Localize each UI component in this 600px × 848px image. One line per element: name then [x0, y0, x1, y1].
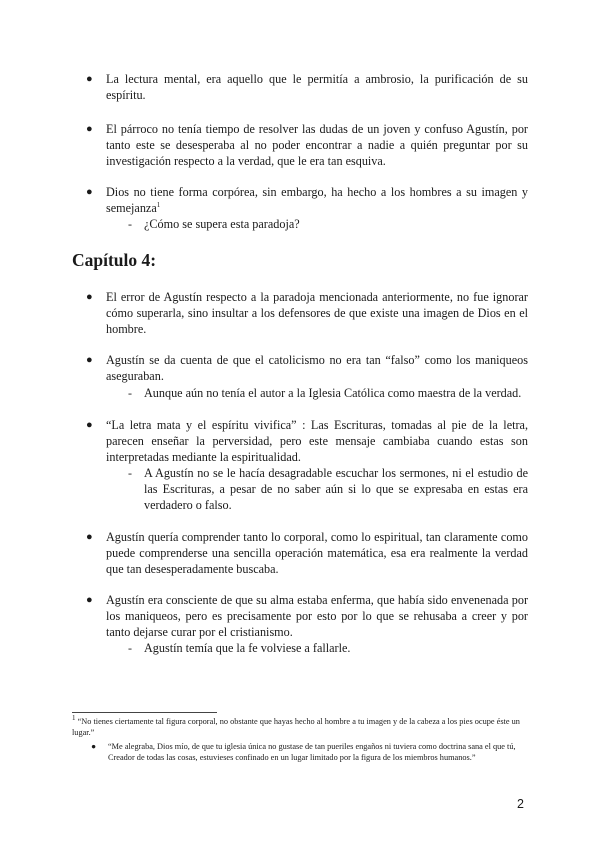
- bullet-marker: ●: [86, 73, 93, 85]
- sub-item: Aunque aún no tenía el autor a la Iglesia Católica como maestra de la verdad.: [144, 386, 522, 400]
- paragraph-bullet: [106, 184, 528, 216]
- sub-item: ¿Cómo se supera esta paradoja?: [144, 217, 300, 231]
- paragraph-text: Dios no tiene forma corpórea, sin embargo, ha hecho a los hombres a su imagen y semejanza: [106, 185, 528, 215]
- footnote-text: “No tienes ciertamente tal figura corporal, no obstante que hayas hecho al hombre a tu imagen y de la cabeza a los pies ocupe éste un lugar.”: [72, 717, 520, 737]
- bullet-marker: ●: [86, 123, 93, 135]
- paragraph-bullet: Agustín quería comprender tanto lo corporal, como lo espiritual, tan claramente como puede comprenderse una sencilla operación matemática, esa era realmente la verdad que tan desesperadamente buscaba.: [106, 530, 528, 576]
- page-number: 2: [517, 797, 524, 811]
- sub-item: Agustín temía que la fe volviese a fallarle.: [144, 641, 351, 655]
- bullet-marker: ●: [86, 419, 93, 431]
- paragraph-bullet: Agustín era consciente de que su alma estaba enferma, que había sido envenenada por los maniqueos, pero es precisamente por esto por lo que se rehusaba a creer y por tanto dejarse curar por el cristianismo.: [106, 593, 528, 639]
- footnote: [72, 716, 528, 738]
- chapter-title: Capítulo 4:: [72, 250, 157, 270]
- bullet-marker: ●: [86, 354, 93, 366]
- dash-marker: -: [128, 217, 132, 231]
- paragraph-bullet: El párroco no tenía tiempo de resolver las dudas de un joven y confuso Agustín, por tanto este se desesperaba al no poder encontrar a nadie a quién preguntar por su investigación respecto a la verdad, que le era tan esquiva.: [106, 122, 528, 168]
- footnote-separator: [72, 712, 217, 713]
- bullet-marker: ●: [86, 594, 93, 606]
- paragraph-bullet: Agustín se da cuenta de que el catolicismo no era tan “falso” como los maniqueos aseguraban.: [106, 353, 528, 383]
- footnote-bullet: “Me alegraba, Dios mío, de que tu iglesia única no gustase de tan pueriles engaños ni tuviera como doctrina sana el que tú, Creador de todas las cosas, estuvieses confinado en un lugar limitado por la figura de los miembros humanos.”: [108, 742, 516, 762]
- dash-marker: -: [128, 641, 132, 655]
- footnote-reference: 1: [156, 200, 161, 209]
- paragraph-bullet: La lectura mental, era aquello que le permitía a ambrosio, la purificación de su espíritu.: [106, 72, 528, 102]
- bullet-marker: ●: [86, 531, 93, 543]
- bullet-marker: ●: [91, 742, 97, 751]
- dash-marker: -: [128, 466, 132, 480]
- dash-marker: -: [128, 386, 132, 400]
- bullet-marker: ●: [86, 186, 93, 198]
- paragraph-bullet: “La letra mata y el espíritu vivifica” : Las Escrituras, tomadas al pie de la letra, parecen enseñar la perversidad, pero este mensaje cambiaba cuando estas son interpretadas mediante la espiritualidad.: [106, 418, 528, 464]
- footnote-number: 1: [72, 714, 76, 723]
- bullet-marker: ●: [86, 291, 93, 303]
- sub-item: A Agustín no se le hacía desagradable escuchar los sermones, ni el estudio de las Escrituras, a pesar de no saber aún si lo que se expresaba en estas era verdadero o falso.: [144, 466, 528, 512]
- paragraph-bullet: El error de Agustín respecto a la paradoja mencionada anteriormente, no fue ignorar cómo superarla, sino insultar a los defensores de que existe una imagen de Dios en el hombre.: [106, 290, 528, 336]
